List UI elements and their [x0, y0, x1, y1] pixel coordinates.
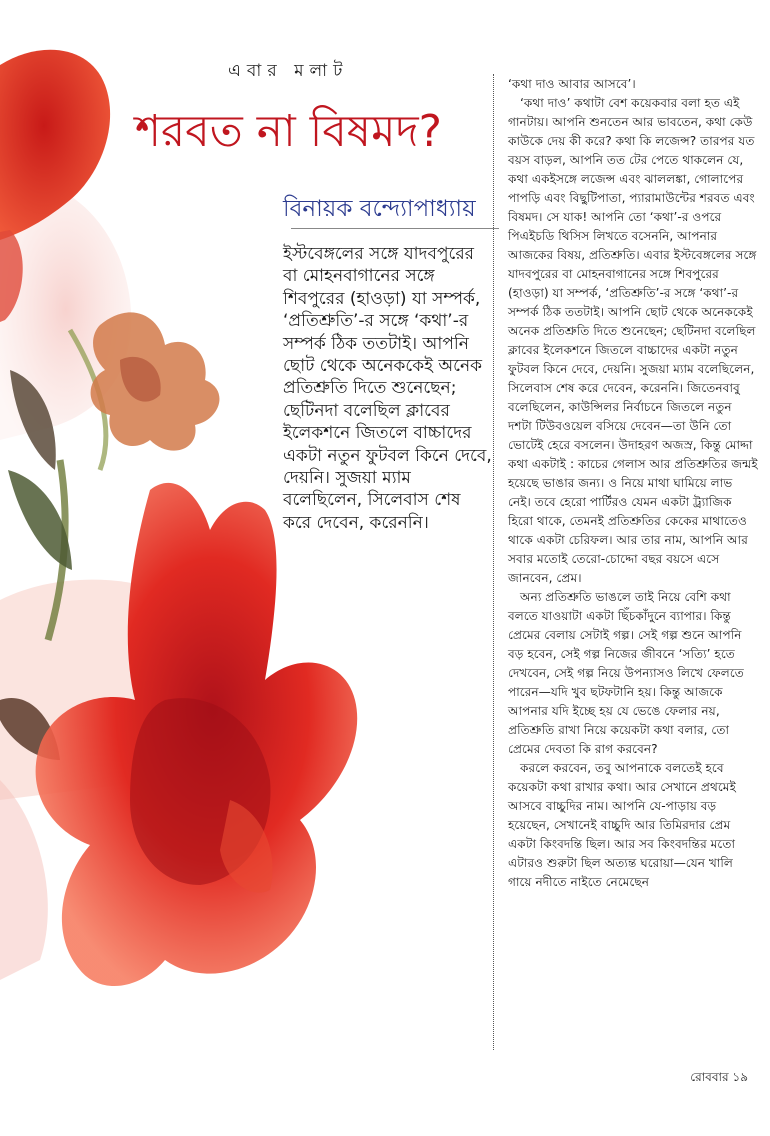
intro-paragraph — [283, 243, 493, 534]
author-byline: বিনায়ক বন্দ্যোপাধ্যায় — [283, 196, 476, 222]
body-paragraph: অন্য প্রতিশ্রুতি ভাঙলে তাই নিয়ে বেশি কথা বলতে যাওয়াটা একটা ছিঁচকাঁদুনে ব্যাপার। কিন্তু প্রেমের বেলায় সেটাই গল্প। সেই গল্প শুনে আপনি বড় হবেন, সেই গল্প নিজের জীবনে ‘সত্যি’ হতে দেখবেন, সেই গল্প নিয়ে উপন্যাসও লিখে ফেলতে পারেন—যদি খুব ছটফটানি হয়। কিন্তু আজকে আপনার যদি ইচ্ছে হয় যে ভেঙে ফেলার নয়, প্রতিশ্রুতি রাখা নিয়ে কয়েকটা কথা বলার, তো প্রেমের দেবতা কি রাগ করবেন? — [508, 590, 744, 756]
section-kicker: এবার মলাট — [228, 61, 349, 81]
byline-divider — [291, 228, 499, 229]
page-footer: রোববার ১৯ — [690, 1070, 748, 1084]
body-paragraph: করলে করবেন, তবু আপনাকে বলতেই হবে কয়েকটা কথা রাখার কথা। আর সেখানে প্রথমেই আসবে বাচ্চুদির নাম। আপনি যে-পাড়ায় বড় হয়েছেন, সেখানেই বাচ্চুদি আর তিমিরদার প্রেম একটা কিংবদন্তি ছিল। আর সব কিংবদন্তির মতো এটারও শুরুটা ছিল অত্যন্ত ঘরোয়া—যেন খালি গায়ে নদীতে নাইতে নেমেছেন — [508, 761, 736, 889]
body-paragraph: ‘কথা দাও আবার আসবে’। — [508, 77, 636, 91]
column-divider — [493, 74, 494, 1050]
article-body-column — [508, 75, 758, 892]
body-paragraph: ‘কথা দাও’ কথাটা বেশ কয়েকবার বলা হত এই গানটায়। আপনি শুনতেন আর ভাবতেন, কথা কেউ কাউকে দেয় কী করে? কথা কি লজেন্স? তারপর যত বয়স বাড়ল, আপনি তত টের পেতে থাকলেন যে, কথা একইসঙ্গে লজেন্স এবং ঝাললঙ্কা, গোলাপের পাপড়ি এবং বিছুটিপাতা, প্যারামাউন্টের শরবত এবং বিষমদ। সে যাক! আপনি তো ‘কথা’-র ওপরে পিএইচডি থিসিস লিখতে বসেননি, আপনার আজকের বিষয়, প্রতিশ্রুতি। এবার ইস্টবেঙ্গলের সঙ্গে যাদবপুরের বা মোহনবাগানের সঙ্গে শিবপুরের (হাওড়া) যা সম্পর্ক, ‘প্রতিশ্রুতি’-র সঙ্গে ‘কথা’-র সম্পর্ক ঠিক ততটাই। আপনি ছোট থেকে অনেককেই অনেক প্রতিশ্রুতি দিতে শুনেছেন; ছেটিনদা বলেছিল ক্লাবের ইলেকশনে জিতলে বাচ্চাদের একটা নতুন ফুটবল কিনে দেবে, দেয়নি। সুজয়া ম্যাম বলেছিলেন, সিলেবাস শেষ করে দেবেন, করেননি। জিতেনবাবু বলেছিলেন, কাউন্সিলর নির্বাচনে জিতলে নতুন দশটা টিউবওয়েল বসিয়ে দেবেন—তা উনি তো ভোটেই হেরে বসলেন। উদাহরণ অজস্র, কিন্তু মোদ্দা কথা একটাই : কাচের গেলাস আর প্রতিশ্রুতির জন্মই হয়েছে ভাঙার জন্য। ও নিয়ে মাথা ঘামিয়ে লাভ নেই। তবে হেরো পার্টিরও যেমন একটা ট্র্যাজিক হিরো থাকে, তেমনই প্রতিশ্রুতির কেকের মাথাতেও থাকে একটা চেরিফল। আর তার নাম, আপনি আর সবার মতোই তেরো-চোদ্দো বছর বয়সে এসে জানবেন, প্রেম। — [508, 96, 758, 585]
page-title: শরবত না বিষমদ? — [135, 106, 442, 157]
intro-text: ইস্টবেঙ্গলের সঙ্গে যাদবপুরের বা মোহনবাগানের সঙ্গে শিবপুরের (হাওড়া) যা সম্পর্ক, ‘প্রতিশ্রুতি’-র সঙ্গে ‘কথা’-র সম্পর্ক ঠিক ততটাই। আপনি ছোট থেকে অনেককেই অনেক প্রতিশ্রুতি দিতে শুনেছেন; ছেটিনদা বলেছিল ক্লাবের ইলেকশনে জিতলে বাচ্চাদের একটা নতুন ফুটবল কিনে দেবে, দেয়নি। সুজয়া ম্যাম বলেছিলেন, সিলেবাস শেষ করে দেবেন, করেননি। — [283, 244, 492, 533]
